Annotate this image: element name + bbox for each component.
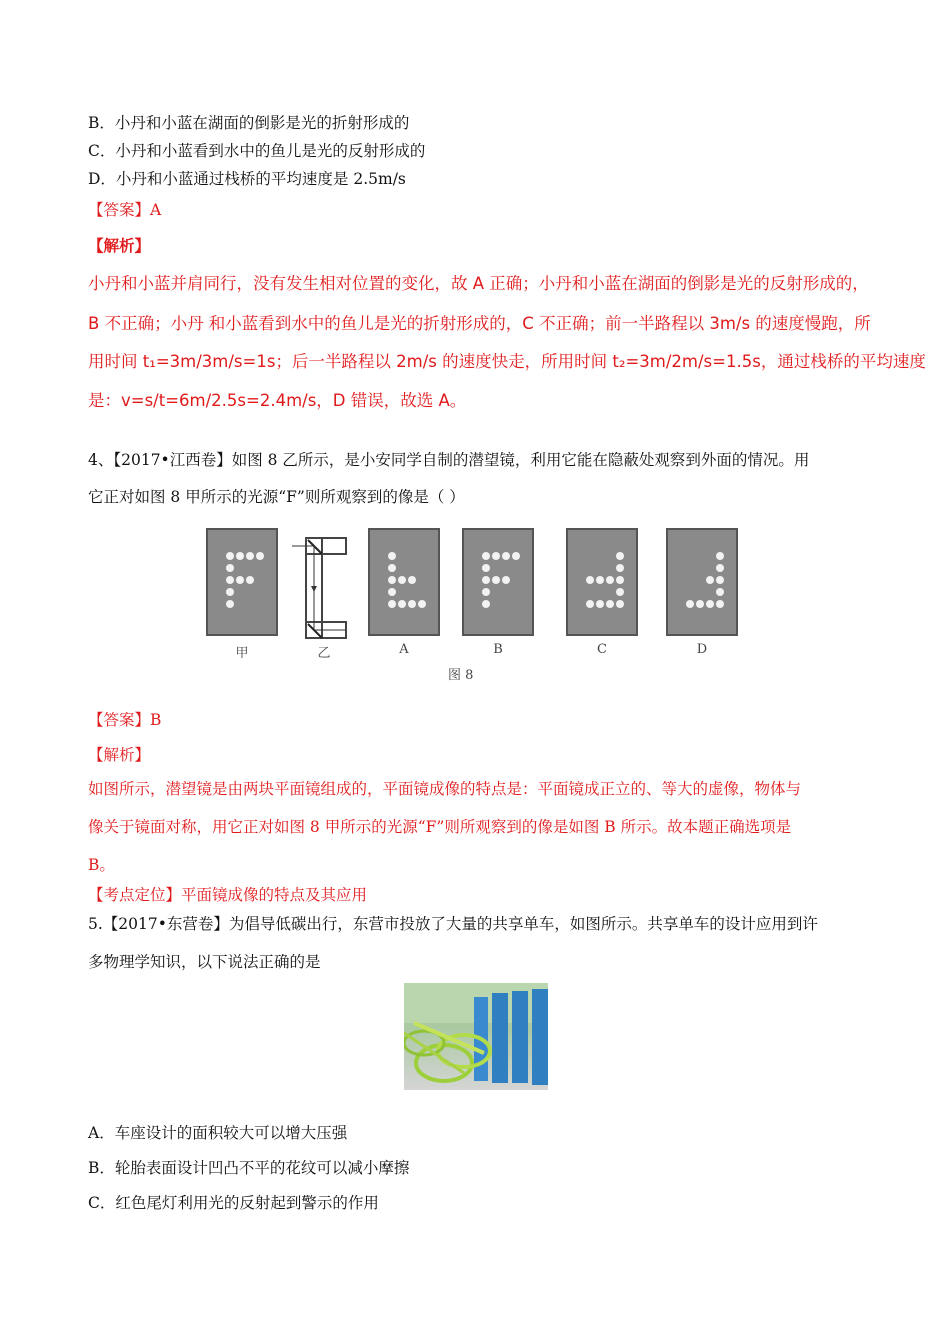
label-b: B (493, 642, 503, 657)
option-a-image (368, 528, 440, 636)
q3-option-b: B．小丹和小蓝在湖面的倒影是光的折射形成的 (88, 114, 410, 132)
q4-analysis-line: 如图所示，潜望镜是由两块平面镜组成的，平面镜成像的特点是：平面镜成正立的、等大的虚像，物体与 (88, 780, 802, 798)
label-d: D (696, 642, 708, 657)
q4-analysis-line: 像关于镜面对称，用它正对如图 8 甲所示的光源“F”则所观察到的像是如图 B 所示。故本题正确选项是 (88, 818, 792, 836)
periscope-diagram (284, 532, 364, 644)
label-c: C (597, 642, 607, 657)
q4-analysis-label: 【解析】 (88, 746, 151, 764)
figure-caption: 图 8 (448, 668, 474, 683)
label-yi: 乙 (317, 646, 331, 661)
shared-bikes-photo (404, 983, 548, 1090)
bikes-illustration (404, 983, 548, 1090)
q4-analysis-line: B。 (88, 856, 115, 874)
label-a: A (399, 642, 409, 657)
q3-analysis-label: 【解析】 (88, 236, 151, 255)
q5-option-c: C．红色尾灯利用光的反射起到警示的作用 (88, 1194, 379, 1212)
q5-option-a: A．车座设计的面积较大可以增大压强 (88, 1124, 348, 1142)
q3-option-c: C．小丹和小蓝看到水中的鱼儿是光的反射形成的 (88, 142, 426, 160)
q4-kaodian: 【考点定位】平面镜成像的特点及其应用 (88, 886, 368, 904)
option-d-image (666, 528, 738, 636)
q4-stem-line: 4、【2017•江西卷】如图 8 乙所示，是小安同学自制的潜望镜，利用它能在隐蔽处观察到外面的情况。用 (88, 451, 810, 469)
label-jia: 甲 (235, 646, 249, 661)
q3-analysis-line: 是：v=s/t=6m/2.5s=2.4m/s，D 错误，故选 A。 (88, 391, 467, 410)
q3-analysis-line: B 不正确；小丹 和小蓝看到水中的鱼儿是光的折射形成的，C 不正确；前一半路程以 3m/s 的速度慢跑，所 (88, 314, 871, 333)
q5-stem-line: 5.【2017•东营卷】为倡导低碳出行，东营市投放了大量的共享单车，如图所示。共享单车的设计应用到许 (88, 915, 818, 933)
q3-analysis-line: 用时间 t₁=3m/3m/s=1s；后一半路程以 2m/s 的速度快走，所用时间 t₂=3m/2m/s=1.5s，通过栈桥的平均速度 (88, 352, 926, 371)
panel-source-f (206, 528, 278, 636)
q3-answer: 【答案】A (88, 201, 162, 219)
option-c-image (566, 528, 638, 636)
option-b-image (462, 528, 534, 636)
q5-stem-line: 多物理学知识，以下说法正确的是 (88, 953, 321, 971)
q4-stem-line: 它正对如图 8 甲所示的光源“F”则所观察到的像是（ ） (88, 488, 465, 506)
figure-8 (200, 518, 745, 690)
q4-answer: 【答案】B (88, 711, 162, 729)
q3-analysis-line: 小丹和小蓝并肩同行，没有发生相对位置的变化，故 A 正确；小丹和小蓝在湖面的倒影是光的反射形成的， (88, 274, 869, 293)
q5-option-b: B．轮胎表面设计凹凸不平的花纹可以减小摩擦 (88, 1159, 410, 1177)
q3-option-d: D．小丹和小蓝通过栈桥的平均速度是 2.5m/s (88, 170, 406, 188)
